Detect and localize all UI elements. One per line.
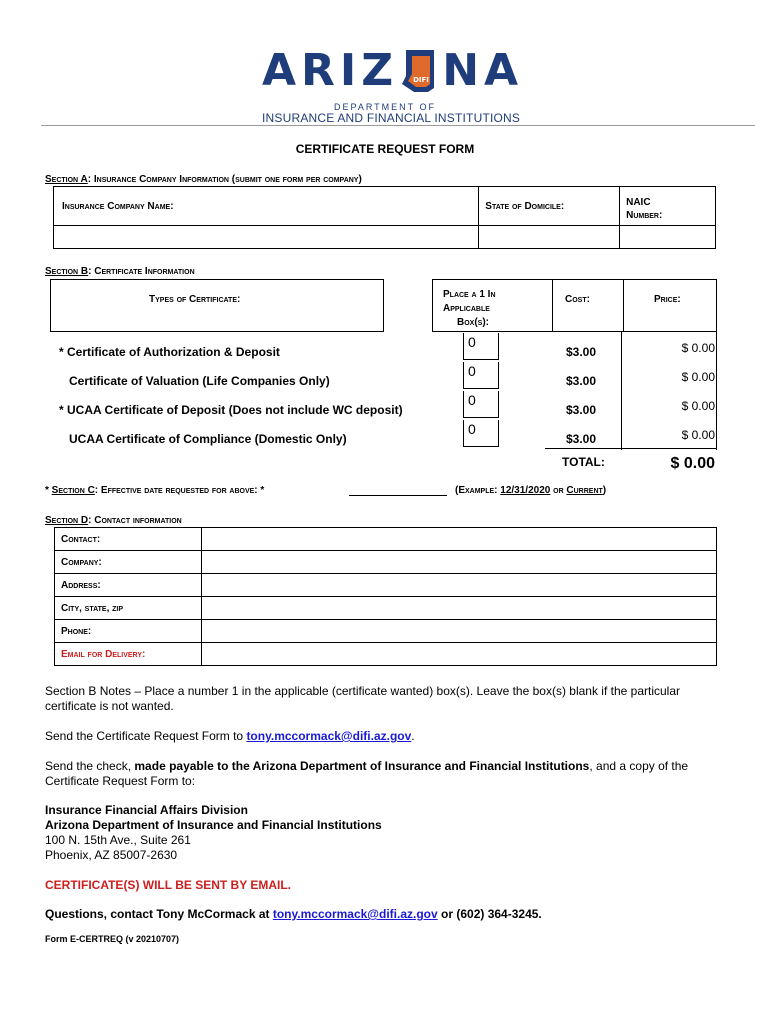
mailing-address: [45, 803, 725, 863]
section-c-heading-text: : Effective date requested for above: *: [94, 485, 265, 496]
address-line-1: Insurance Financial Affairs Division: [45, 803, 248, 817]
section-d-label: Section D: [45, 515, 89, 526]
place-label-line1: Place a 1 In: [443, 289, 496, 300]
section-a-heading-text: : Insurance Company Information (submit one form per company): [87, 174, 362, 185]
cert-row-3-price: $ 0.00: [681, 399, 715, 413]
cert-row-4-name: UCAA Certificate of Compliance (Domestic Only): [59, 432, 347, 446]
email-for-delivery-label: Email for Delivery:: [55, 643, 202, 666]
cert-row-2-box[interactable]: 0: [463, 362, 499, 389]
section-b-heading-text: : Certificate Information: [88, 266, 195, 277]
section-d-heading: [45, 515, 182, 526]
city-state-zip-input[interactable]: [202, 597, 717, 620]
send-form-period: .: [411, 729, 415, 743]
cert-row-2-name: Certificate of Valuation (Life Companies Only): [59, 374, 330, 388]
address-line-3: 100 N. 15th Ave., Suite 261: [45, 833, 191, 847]
section-c-label: Section C: [51, 485, 95, 496]
questions-email-link[interactable]: tony.mccormack@difi.az.gov: [272, 907, 438, 921]
cert-row-1-box[interactable]: 0: [463, 333, 499, 360]
company-label: Company:: [55, 551, 202, 574]
company-name-input[interactable]: [54, 226, 479, 249]
contact-table: [54, 527, 717, 666]
email-notice: CERTIFICATE(S) WILL BE SENT BY EMAIL.: [45, 878, 291, 892]
price-header: [624, 279, 717, 332]
check-instructions: [45, 759, 725, 789]
section-b-note: Section B Notes – Place a number 1 in the applicable (certificate wanted) box(s). Leave the box(s) blank if the particular certificate is not wanted.: [45, 684, 680, 713]
naic-label-cell: [620, 187, 716, 226]
questions-text-2: or (602) 364-3245.: [437, 907, 542, 921]
example-open: (Example:: [455, 485, 501, 496]
cert-row-4-box[interactable]: 0: [463, 420, 499, 447]
form-id: Form E-CERTREQ (v 20210707): [45, 934, 180, 944]
naic-number-input[interactable]: [620, 226, 716, 249]
email-link[interactable]: tony.mccormack@difi.az.gov: [246, 729, 412, 743]
total-divider: [545, 448, 717, 449]
price-label: Price:: [654, 294, 681, 305]
logo-right-text: NA: [442, 45, 524, 96]
section-d-heading-text: : Contact information: [88, 515, 182, 526]
send-form-text: Send the Certificate Request Form to: [45, 729, 247, 743]
section-c-prefix: *: [45, 485, 52, 496]
email-for-delivery-input[interactable]: [202, 643, 717, 666]
types-of-certificate-label: Types of Certificate:: [149, 294, 241, 305]
cert-row-1-name: * Certificate of Authorization & Deposit: [59, 345, 280, 359]
cost-label: Cost:: [565, 294, 590, 305]
naic-label-line2: Number:: [626, 210, 663, 221]
cert-row-2-price: $ 0.00: [681, 370, 715, 384]
address-line-2: Arizona Department of Insurance and Financial Institutions: [45, 818, 382, 832]
types-of-certificate-header: [50, 279, 384, 332]
form-title: CERTIFICATE REQUEST FORM: [295, 142, 475, 156]
state-of-domicile-input[interactable]: [479, 226, 620, 249]
arizona-logo: [262, 46, 522, 96]
total-value: $ 0.00: [670, 455, 715, 472]
contact-input[interactable]: [202, 528, 717, 551]
cert-row-2-cost: $3.00: [566, 374, 597, 388]
section-a-label: Section A: [45, 174, 88, 185]
cert-row-1-cost: $3.00: [566, 345, 597, 359]
company-name-label: Insurance Company Name:: [62, 201, 174, 212]
address-input[interactable]: [202, 574, 717, 597]
check-payee: made payable to the Arizona Department of Insurance and Financial Institutions: [134, 759, 590, 773]
send-form-line: [45, 729, 725, 744]
place-a-1-header: [432, 279, 553, 332]
contact-label: Contact:: [55, 528, 202, 551]
total-label: TOTAL:: [562, 455, 605, 469]
cost-header: [553, 279, 624, 332]
state-of-domicile-label: State of Domicile:: [485, 201, 565, 212]
company-name-label-cell: [54, 187, 479, 226]
example-or: or: [550, 485, 567, 496]
state-label-cell: [479, 187, 620, 226]
logo-left-text: ARIZ: [262, 45, 399, 96]
place-label-line3: Box(s):: [457, 317, 489, 328]
address-line-4: Phoenix, AZ 85007-2630: [45, 848, 178, 862]
cert-row-3-cost: $3.00: [566, 403, 597, 417]
section-a-table: [53, 186, 716, 249]
phone-input[interactable]: [202, 620, 717, 643]
effective-date-example: [455, 485, 606, 496]
place-label-line2: Applicable: [443, 303, 490, 314]
check-text-2: , and a copy of the Certificate Request Form to:: [45, 759, 689, 788]
section-c-heading: [45, 485, 264, 496]
city-state-zip-label: City, state, zip: [55, 597, 202, 620]
cert-row-4-price: $ 0.00: [681, 428, 715, 442]
company-input[interactable]: [202, 551, 717, 574]
questions-line: [45, 907, 725, 922]
effective-date-input[interactable]: [349, 495, 447, 496]
phone-label: Phone:: [55, 620, 202, 643]
header-divider: [41, 125, 755, 126]
section-b-heading: [45, 266, 195, 277]
cert-row-4-cost: $3.00: [566, 432, 597, 446]
address-label: Address:: [55, 574, 202, 597]
naic-label-line1: NAIC: [626, 197, 651, 208]
section-a-heading: [45, 174, 362, 185]
example-close: ): [602, 485, 607, 496]
section-b-label: Section B: [45, 266, 89, 277]
cert-row-3-box[interactable]: 0: [463, 391, 499, 418]
cert-row-1-price: $ 0.00: [681, 341, 715, 355]
check-text-1: Send the check,: [45, 759, 135, 773]
arizona-state-emblem-icon: [400, 48, 440, 94]
logo-dept-name: INSURANCE AND FINANCIAL INSTITUTIONS: [262, 111, 521, 125]
cert-row-3-name: * UCAA Certificate of Deposit (Does not include WC deposit): [59, 403, 403, 417]
logo-dept-line: DEPARTMENT OF: [333, 102, 436, 112]
example-date: 12/31/2020: [500, 485, 551, 496]
questions-text-1: Questions, contact Tony McCormack at: [45, 907, 273, 921]
example-current: Current: [566, 485, 603, 496]
logo-emblem-text: DIFI: [413, 76, 430, 84]
